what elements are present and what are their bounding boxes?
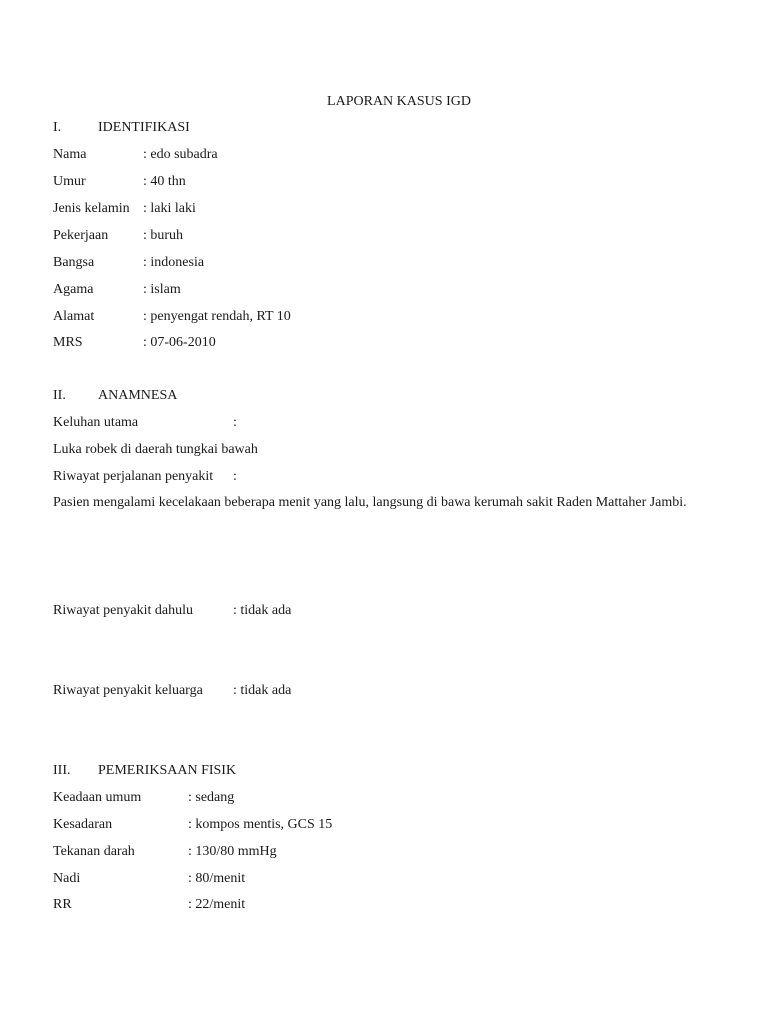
field-value: : sedang (188, 790, 235, 805)
section-heading-pemeriksaan-fisik (53, 761, 236, 781)
field-label: Kesadaran (53, 817, 113, 832)
field-value: : 22/menit (188, 897, 246, 912)
field-row-umur (53, 172, 186, 192)
field-label: Riwayat perjalanan penyakit (53, 469, 214, 484)
riwayat-penyakit-keluarga-row (53, 681, 291, 701)
field-value: : indonesia (143, 255, 205, 270)
field-row-bangsa (53, 253, 204, 273)
field-value: : laki laki (143, 201, 196, 216)
field-row-tekanan-darah (53, 842, 277, 862)
field-label: Riwayat penyakit keluarga (53, 683, 203, 698)
riwayat-perjalanan-row (53, 467, 237, 487)
field-row-nadi (53, 869, 245, 889)
field-value: : tidak ada (233, 683, 292, 698)
field-label: Alamat (53, 309, 95, 324)
field-label: Keadaan umum (53, 790, 142, 805)
field-label: Pekerjaan (53, 228, 109, 243)
field-colon: : (233, 469, 237, 484)
section-title: ANAMNESA (98, 388, 178, 403)
field-value: : kompos mentis, GCS 15 (188, 817, 333, 832)
field-value: : 40 thn (143, 174, 186, 189)
field-row-nama (53, 145, 218, 165)
section-title: PEMERIKSAAN FISIK (98, 763, 237, 778)
field-value: : buruh (143, 228, 184, 243)
section-title: IDENTIFIKASI (98, 120, 190, 135)
field-colon: : (233, 415, 237, 430)
document-title: LAPORAN KASUS IGD (327, 94, 471, 109)
field-label: MRS (53, 335, 83, 350)
field-row-alamat (53, 307, 291, 327)
field-label: Nadi (53, 871, 81, 886)
field-row-keadaan-umum (53, 788, 234, 808)
section-number: I. (53, 120, 62, 135)
field-label: Riwayat penyakit dahulu (53, 603, 193, 618)
field-label: Bangsa (53, 255, 95, 270)
field-label: Tekanan darah (53, 844, 135, 859)
field-row-rr (53, 895, 245, 915)
riwayat-penyakit-dahulu-row (53, 601, 291, 621)
field-row-pekerjaan (53, 226, 183, 246)
field-value: : penyengat rendah, RT 10 (143, 309, 291, 324)
riwayat-perjalanan-text: Pasien mengalami kecelakaan beberapa menit yang lalu, langsung di bawa kerumah sakit Raden Mattaher Jambi. (53, 495, 687, 510)
section-heading-anamnesa (53, 386, 177, 406)
field-value: : edo subadra (143, 147, 218, 162)
field-label: Jenis kelamin (53, 201, 130, 216)
field-label: Keluhan utama (53, 415, 139, 430)
field-label: Umur (53, 174, 86, 189)
field-row-jenis-kelamin (53, 199, 196, 219)
field-label: RR (53, 897, 72, 912)
section-number: III. (53, 763, 71, 778)
section-number: II. (53, 388, 66, 403)
field-value: : tidak ada (233, 603, 292, 618)
keluhan-utama-row (53, 413, 237, 433)
field-row-agama (53, 280, 181, 300)
field-value: : islam (143, 282, 181, 297)
field-row-mrs (53, 333, 216, 353)
field-value: : 130/80 mmHg (188, 844, 277, 859)
section-heading-identifikasi (53, 118, 190, 138)
keluhan-utama-text: Luka robek di daerah tungkai bawah (53, 442, 258, 457)
field-row-kesadaran (53, 815, 332, 835)
field-value: : 07-06-2010 (143, 335, 216, 350)
field-label: Agama (53, 282, 94, 297)
field-label: Nama (53, 147, 87, 162)
field-value: : 80/menit (188, 871, 246, 886)
